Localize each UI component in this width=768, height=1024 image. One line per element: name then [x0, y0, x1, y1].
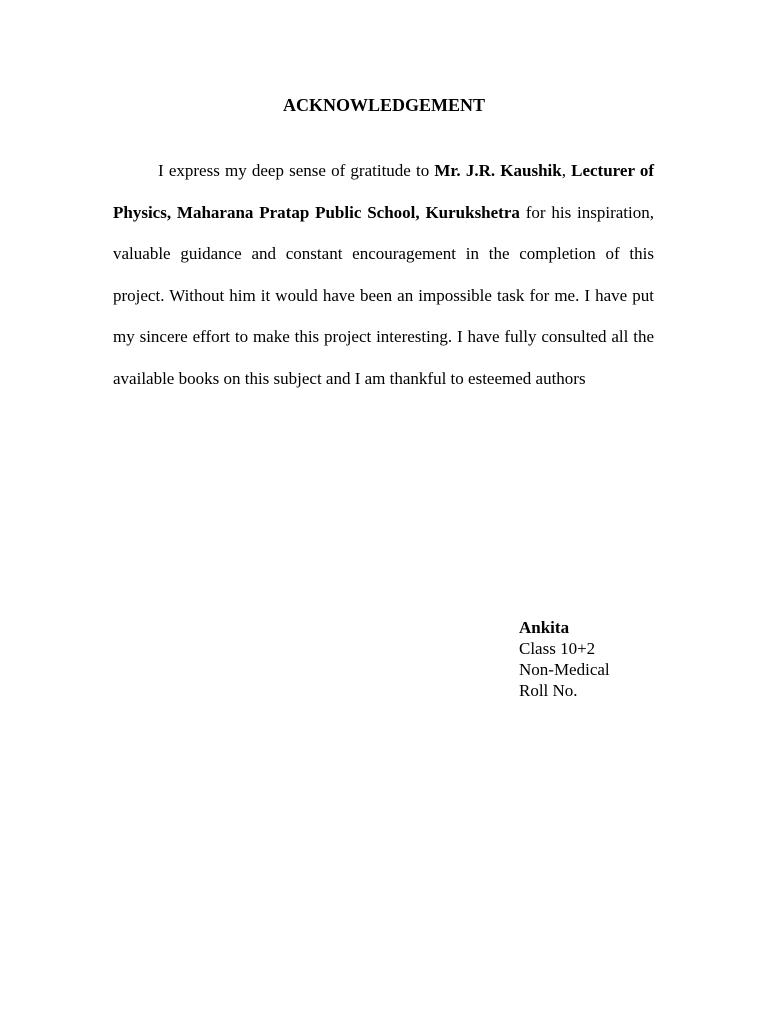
paragraph-text-comma: ,	[561, 161, 572, 180]
lecturer-affiliation: Lecturer of Physics, Maharana Pratap Public School, Kurukshetra	[113, 161, 655, 222]
student-stream: Non-Medical	[519, 660, 610, 679]
acknowledgement-paragraph	[113, 150, 654, 400]
student-name: Ankita	[519, 618, 570, 637]
paragraph-text-body: for his inspiration, valuable guidance and constant encouragement in the completion of this project. Without him it would have been an impossible task for me. I have put my sincere effort to make this project interesting. I have fully consulted all the available books on this subject and I am thankful to esteemed authors	[113, 202, 654, 388]
student-class: Class 10+2	[519, 639, 596, 658]
signature-block	[519, 617, 719, 701]
lecturer-name: Mr. J.R. Kaushik	[434, 161, 562, 180]
student-roll-number: Roll No.	[519, 681, 578, 700]
paragraph-text-intro: I express my deep sense of gratitude to	[158, 161, 435, 180]
page-title: ACKNOWLEDGEMENT	[282, 95, 486, 115]
